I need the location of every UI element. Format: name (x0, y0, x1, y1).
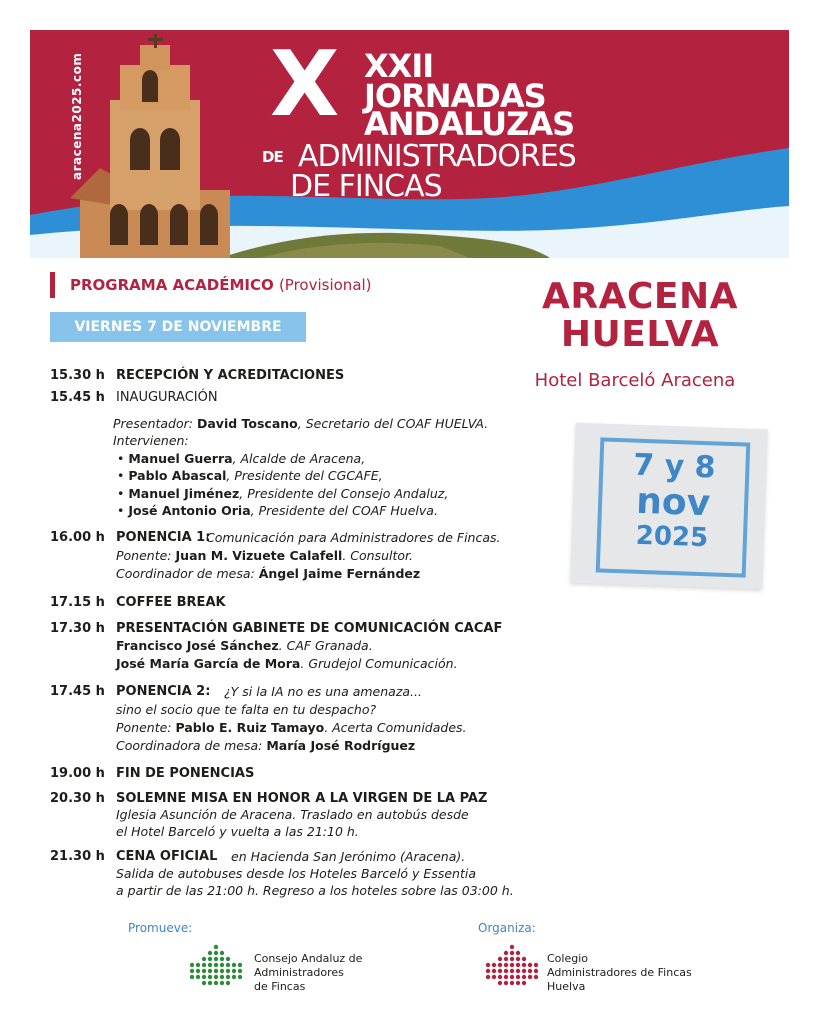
event-detail-line: el Hotel Barceló y vuelta a las 21:10 h. (116, 824, 359, 839)
ponente-role: . Consultor. (342, 548, 413, 563)
speaker-name: Pablo Abascal (128, 468, 227, 483)
item-title: SOLEMNE MISA EN HONOR A LA VIRGEN DE LA PAZ (116, 791, 488, 806)
speaker-line: • Manuel Jiménez, Presidente del Consejo Andaluz, (117, 486, 449, 501)
hotel-name: Hotel Barceló Aracena (534, 370, 736, 391)
panel-member-role: . CAF Granada. (278, 638, 373, 653)
presenter-name: David Toscano (196, 416, 298, 431)
presenter-label: Presentador: (113, 416, 193, 431)
item-time: 15.30 h (50, 368, 105, 383)
item-title: COFFEE BREAK (116, 595, 226, 610)
promueve-label: Promueve: (128, 921, 193, 935)
item-title: PRESENTACIÓN GABINETE DE COMUNICACIÓN CACAF (116, 621, 503, 636)
org-name-line: de Fincas (254, 980, 306, 993)
item-time: 16.00 h (50, 530, 105, 545)
title-andaluzas: ANDALUZAS (364, 105, 575, 143)
org-name-line: Administradores (254, 966, 344, 979)
colegio-huelva-name (547, 952, 692, 994)
speaker-role: , Presidente del CGCAFE, (226, 468, 383, 483)
organiza-label: Organiza: (478, 921, 536, 935)
consejo-andaluz-name (254, 952, 362, 994)
date-box (596, 437, 751, 577)
presenter-line (113, 416, 488, 431)
item-time: 21.30 h (50, 849, 105, 864)
org-name-line: Consejo Andaluz de (254, 952, 363, 965)
item-title: INAUGURACIÓN (116, 390, 218, 405)
panel-member-role: . Grudejol Comunicación. (300, 656, 458, 671)
program-title-bold: PROGRAMA ACADÉMICO (70, 276, 274, 294)
event-detail-line: Iglesia Asunción de Aracena. Traslado en autobús desde (116, 807, 469, 822)
coordinator-label: Coordinador de mesa: (116, 566, 255, 581)
coordinator-label: Coordinadora de mesa: (116, 738, 263, 753)
coordinator-line (116, 566, 420, 581)
item-title: CENA OFICIAL (116, 849, 218, 864)
ponente-role: . Acerta Comunidades. (324, 720, 467, 735)
ponente-name: Pablo E. Ruiz Tamayo (175, 720, 325, 735)
program-title-provisional: (Provisional) (278, 276, 372, 294)
ponente-label: Ponente: (116, 548, 172, 563)
ponencia-topic: Comunicación para Administradores de Fincas. (206, 530, 501, 545)
title-administradores: ADMINISTRADORES (298, 139, 576, 174)
date-days: 7 y 8 (632, 447, 717, 486)
location-city (520, 278, 760, 354)
colegio-huelva-logo-icon (482, 944, 542, 994)
program-title (70, 276, 372, 294)
item-time: 17.45 h (50, 684, 105, 699)
coordinator-name: Ángel Jaime Fernández (258, 566, 421, 581)
dinner-venue: en Hacienda San Jerónimo (Aracena). (231, 849, 466, 864)
item-time: 15.45 h (50, 390, 105, 405)
intervienen-label: Intervienen: (113, 433, 189, 448)
coordinator-line (116, 738, 415, 753)
item-time: 17.15 h (50, 595, 105, 610)
item-time: 17.30 h (50, 621, 105, 636)
item-title: RECEPCIÓN Y ACREDITACIONES (116, 368, 345, 383)
panel-member-line (116, 656, 458, 671)
day-label: VIERNES 7 DE NOVIEMBRE (50, 312, 306, 342)
panel-member-line (116, 638, 373, 653)
org-name-line: Colegio (547, 952, 589, 965)
item-title: FIN DE PONENCIAS (116, 766, 255, 781)
province-name: HUELVA (560, 314, 720, 355)
speaker-name: Manuel Guerra (128, 451, 233, 466)
panel-member-name: José María García de Mora (116, 656, 301, 671)
item-title: PONENCIA 1: (116, 530, 211, 545)
title-de-fincas: DE FINCAS (290, 169, 442, 204)
speaker-role: , Presidente del COAF Huelva. (250, 503, 438, 518)
speaker-line: • Manuel Guerra, Alcalde de Aracena, (117, 451, 366, 466)
ponente-line (116, 548, 413, 563)
consejo-andaluz-logo-icon (186, 944, 246, 994)
speaker-role: , Presidente del Consejo Andaluz, (239, 486, 449, 501)
city-name: ARACENA (542, 276, 738, 317)
event-detail-line: a partir de las 21:00 h. Regreso a los hoteles sobre las 03:00 h. (116, 883, 514, 898)
panel-member-name: Francisco José Sánchez (116, 638, 279, 653)
item-title: PONENCIA 2: (116, 684, 211, 699)
org-name-line: Administradores de Fincas (547, 966, 692, 979)
date-month: nov (635, 480, 711, 525)
section-accent-bar (50, 272, 55, 298)
event-detail-line: Salida de autobuses desde los Hoteles Barceló y Essentia (116, 866, 476, 881)
ponente-name: Juan M. Vizuete Calafell (175, 548, 343, 563)
item-time: 19.00 h (50, 766, 105, 781)
ponente-label: Ponente: (116, 720, 172, 735)
coordinator-name: María José Rodríguez (266, 738, 416, 753)
ponencia-topic-line2: sino el socio que te falta en tu despacho? (116, 702, 377, 717)
edition-roman-x: X (270, 32, 336, 137)
church-tower-illustration (70, 34, 230, 258)
title-jornadas: JORNADAS (364, 77, 546, 115)
speaker-name: Manuel Jiménez (128, 486, 240, 501)
title-de: DE (262, 148, 283, 166)
speaker-line: • Pablo Abascal, Presidente del CGCAFE, (117, 468, 383, 483)
title-edition: XXII (364, 47, 434, 85)
website-url: aracena2025.com (70, 52, 84, 180)
date-year: 2025 (635, 520, 709, 554)
presenter-role: , Secretario del COAF HUELVA. (297, 416, 489, 431)
org-name-line: Huelva (547, 980, 586, 993)
speaker-name: José Antonio Oria (128, 503, 251, 518)
item-time: 20.30 h (50, 791, 105, 806)
speaker-line: • José Antonio Oria, Presidente del COAF Huelva. (117, 503, 438, 518)
ponencia-topic-line1: ¿Y si la IA no es una amenaza... (224, 684, 422, 699)
ponente-line (116, 720, 467, 735)
speaker-role: , Alcalde de Aracena, (232, 451, 366, 466)
